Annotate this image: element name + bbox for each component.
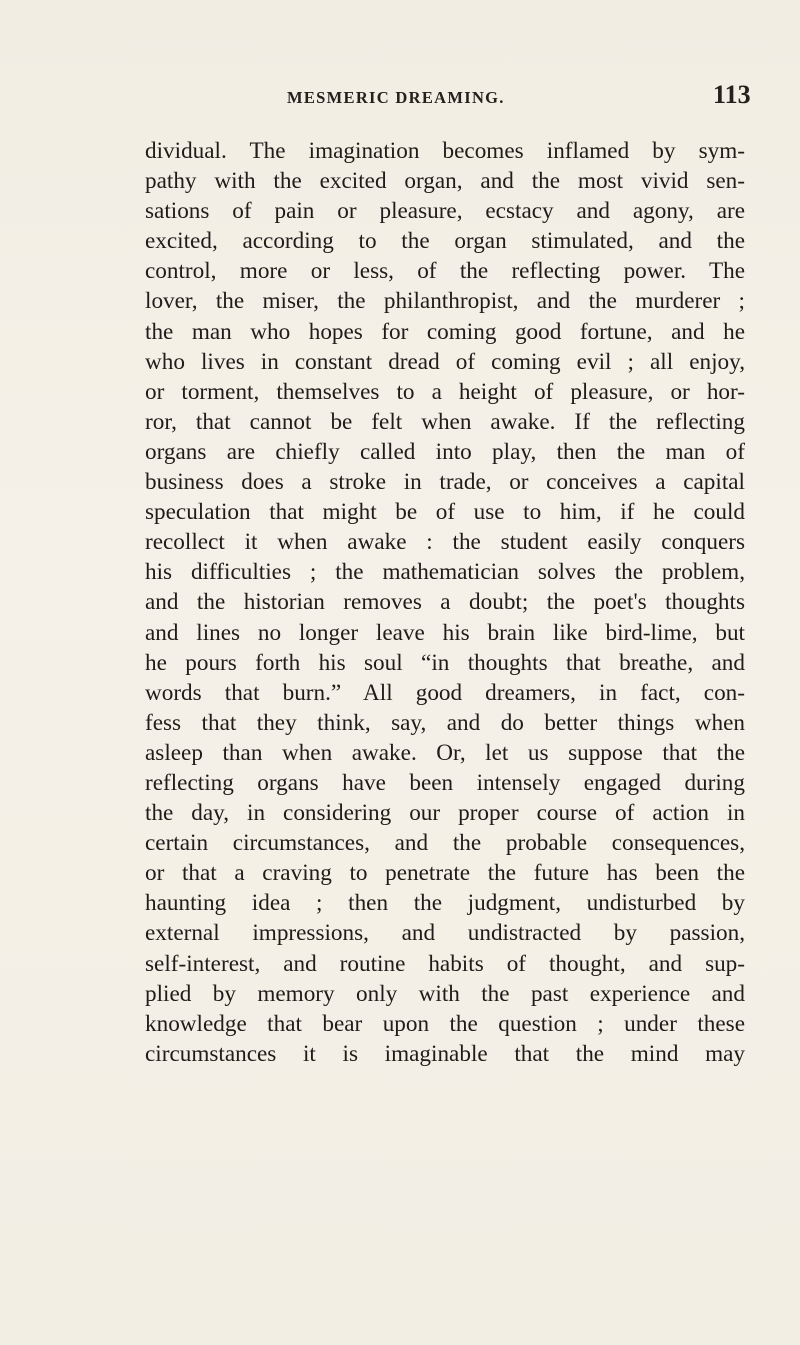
text-line: business does a stroke in trade, or conceives a capital xyxy=(145,469,745,496)
text-line: his difficulties ; the mathematician solves the problem, xyxy=(145,559,745,586)
text-line: dividual. The imagination becomes inflamed by sym- xyxy=(145,138,745,164)
text-line: excited, according to the organ stimulated, and the xyxy=(145,228,745,255)
text-line: lover, the miser, the philanthropist, and the murderer ; xyxy=(145,288,745,315)
text-line: organs are chiefly called into play, then the man of xyxy=(145,438,745,465)
body-paragraph xyxy=(145,136,745,1069)
text-line: certain circumstances, and the probable consequences, xyxy=(145,830,745,857)
text-line: control, more or less, of the reflecting power. The xyxy=(145,258,745,285)
text-line: plied by memory only with the past experience and xyxy=(145,980,745,1007)
text-line: the man who hopes for coming good fortune, and he xyxy=(145,318,745,345)
text-line: sations of pain or pleasure, ecstacy and agony, are xyxy=(145,198,745,225)
text-line: circumstances it is imaginable that the mind may xyxy=(145,1040,745,1067)
text-line: and the historian removes a doubt; the poet's thoughts xyxy=(145,589,745,616)
text-line: ror, that cannot be felt when awake. If the reflecting xyxy=(145,408,745,435)
text-line: external impressions, and undistracted by passion, xyxy=(145,920,745,947)
text-line: the day, in considering our proper course of action in xyxy=(145,800,745,827)
text-line: speculation that might be of use to him, if he could xyxy=(145,499,745,526)
running-head: MESMERIC DREAMING. xyxy=(287,88,505,107)
text-line: self-interest, and routine habits of thought, and sup- xyxy=(145,950,745,977)
text-line: reflecting organs have been intensely engaged during xyxy=(145,769,745,796)
text-line: words that burn.” All good dreamers, in fact, con- xyxy=(145,679,745,706)
text-line: and lines no longer leave his brain like bird-lime, but xyxy=(145,619,745,646)
text-line: haunting idea ; then the judgment, undisturbed by xyxy=(145,890,745,917)
page-number: 113 xyxy=(713,80,751,109)
text-line: fess that they think, say, and do better things when xyxy=(145,709,745,736)
text-line: asleep than when awake. Or, let us suppose that the xyxy=(145,739,745,766)
text-line: he pours forth his soul “in thoughts that breathe, and xyxy=(145,649,745,676)
text-line: or torment, themselves to a height of pleasure, or hor- xyxy=(145,378,745,405)
text-line: knowledge that bear upon the question ; under these xyxy=(145,1010,745,1037)
text-line: recollect it when awake : the student easily conquers xyxy=(145,529,745,556)
text-line: or that a craving to penetrate the future has been the xyxy=(145,860,745,887)
text-line: pathy with the excited organ, and the most vivid sen- xyxy=(145,168,745,195)
text-line: who lives in constant dread of coming evil ; all enjoy, xyxy=(145,348,745,375)
